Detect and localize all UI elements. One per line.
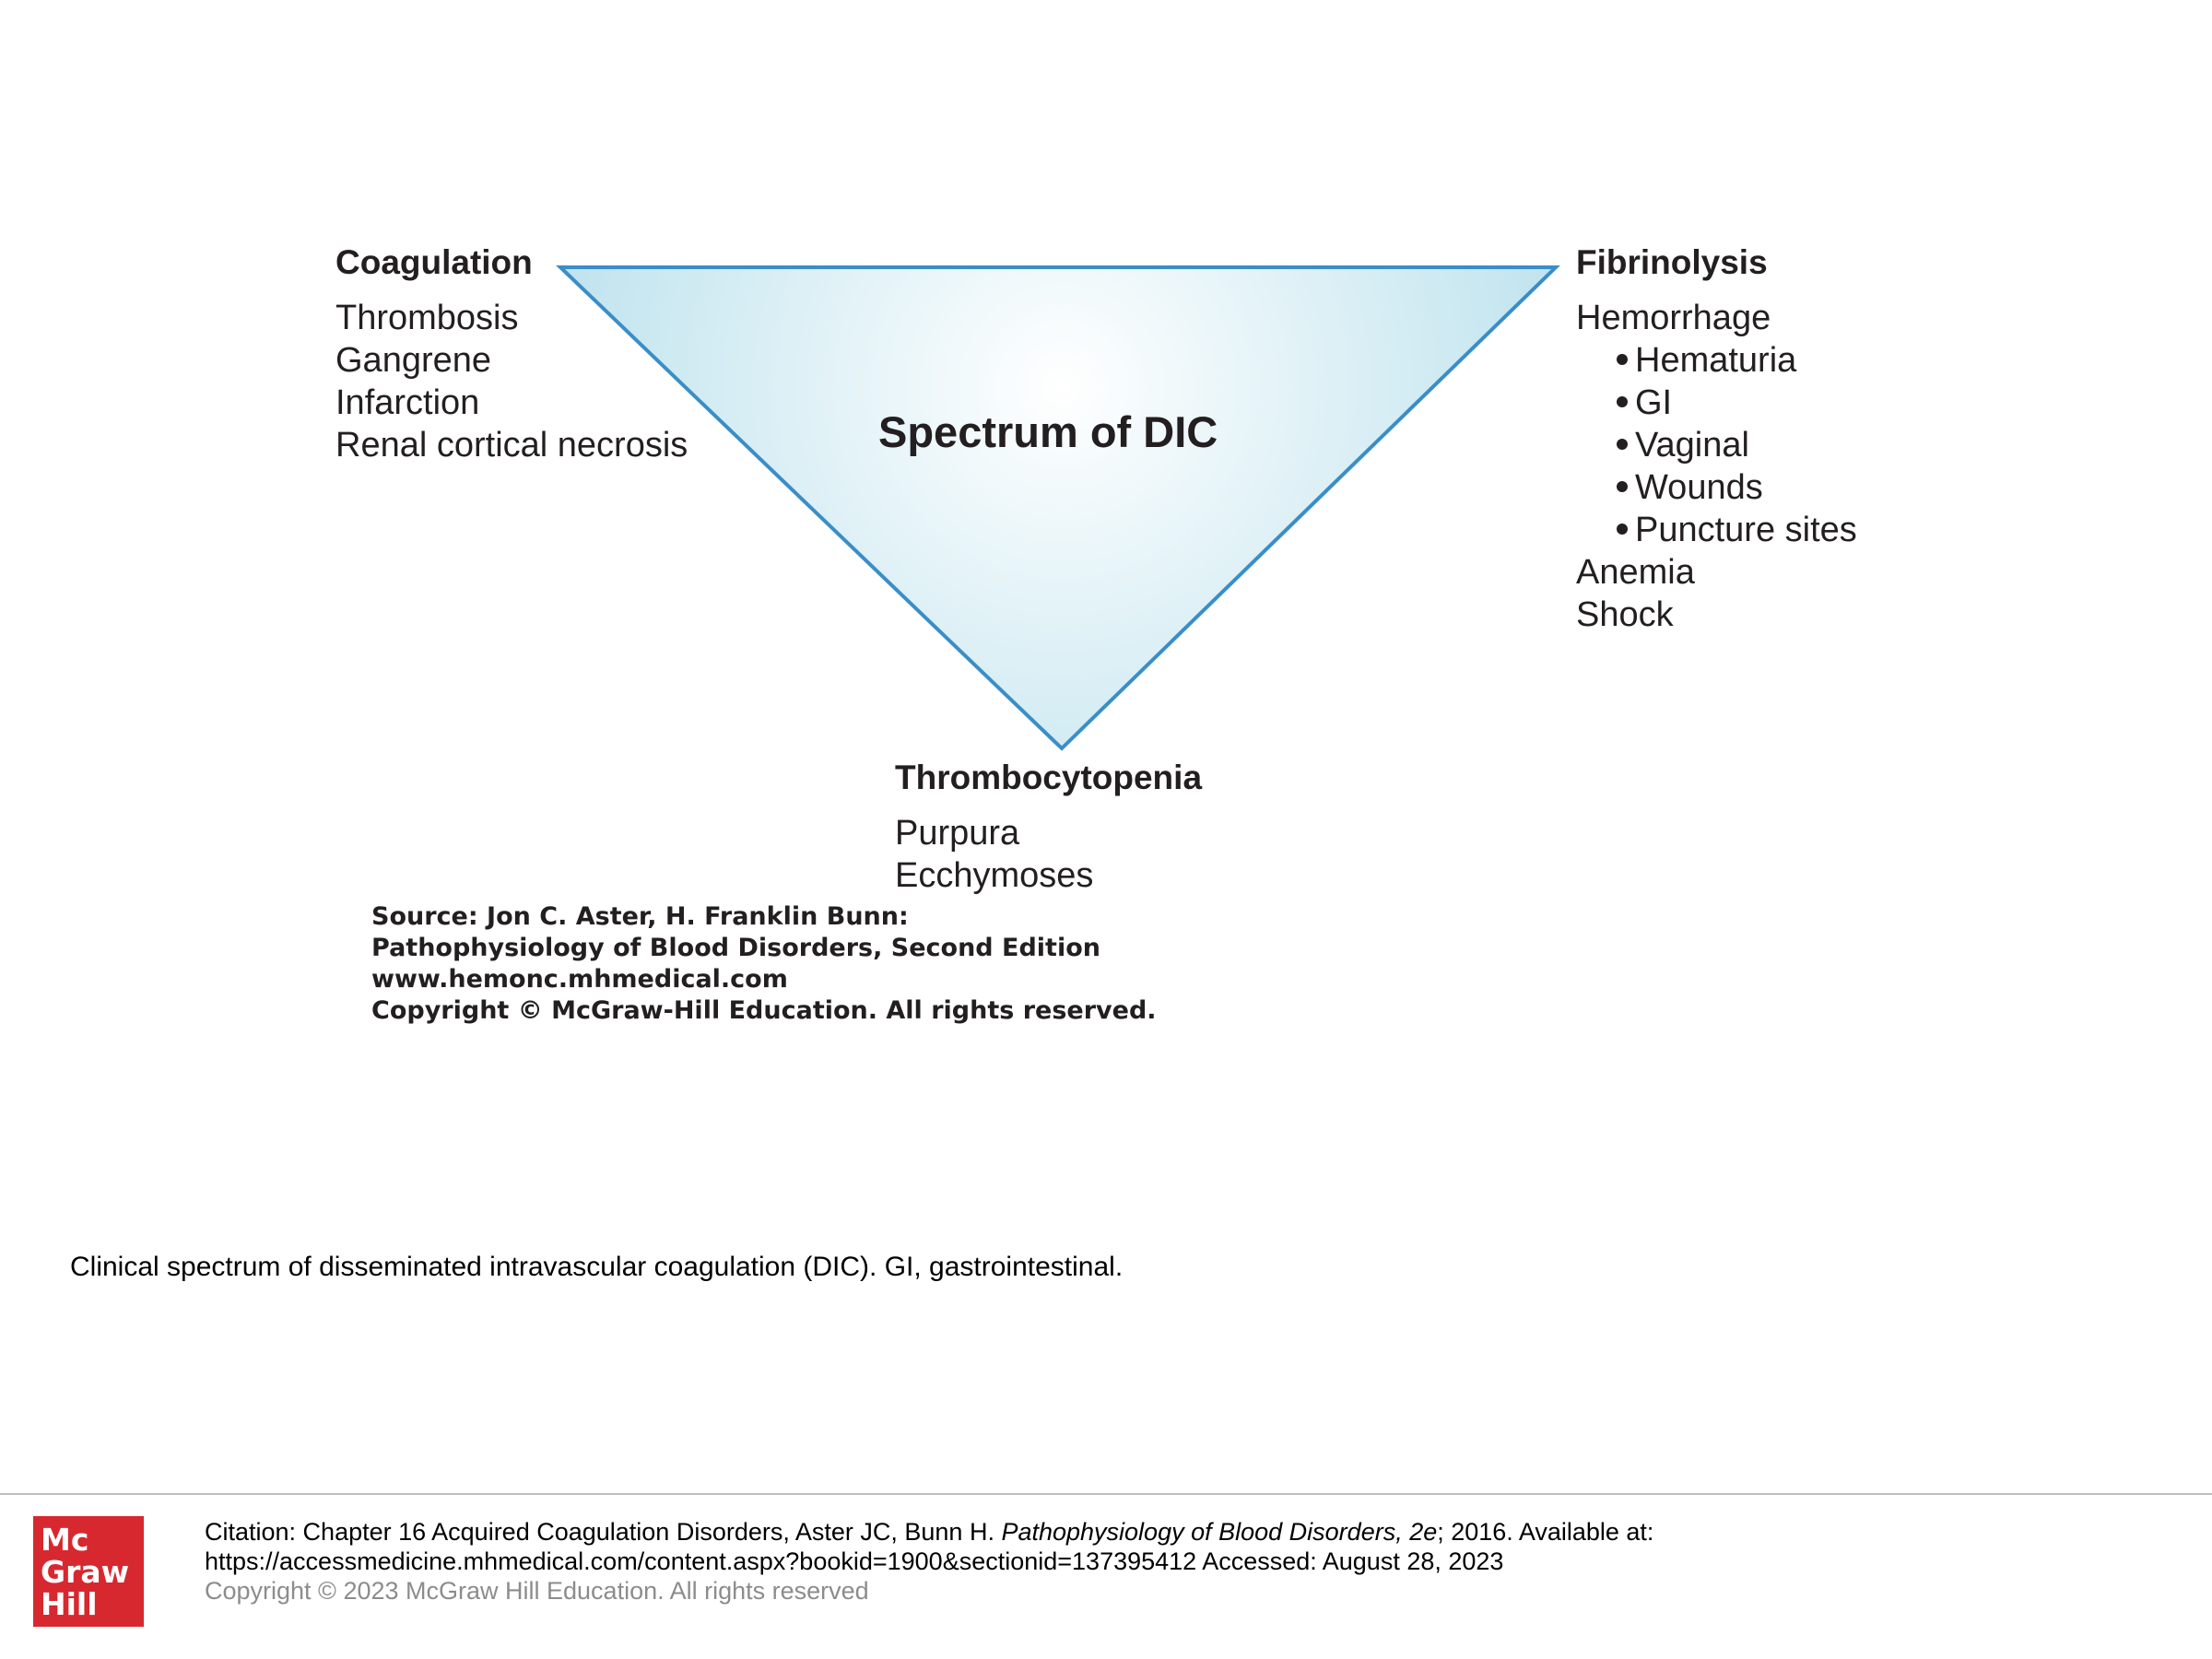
fibrinolysis-heading: Fibrinolysis — [1576, 243, 1768, 281]
bullet-item: Puncture sites — [1617, 509, 1857, 551]
list-item: Thrombosis — [335, 299, 519, 337]
list-item: Purpura — [895, 814, 1020, 853]
citation-line: Citation: Chapter 16 Acquired Coagulation Disorders, Aster JC, Bunn H. Pathophysiology of Blood Disorders, 2e; 2016. Available at: — [205, 1518, 1654, 1546]
citation-url[interactable]: https://accessmedicine.mhmedical.com/content.aspx?bookid=1900&sectionid=137395412 Accessed: August 28, 2023 — [205, 1547, 1504, 1575]
list-item: Ecchymoses — [895, 856, 1094, 895]
bullet-icon — [1617, 396, 1628, 407]
source-attribution — [371, 901, 1157, 1027]
coagulation-heading: Coagulation — [335, 243, 533, 281]
bullet-item: Hematuria — [1617, 339, 1857, 382]
spectrum-triangle — [560, 267, 1556, 748]
source-line: www.hemonc.mhmedical.com — [371, 965, 788, 994]
figure-caption: Clinical spectrum of disseminated intravascular coagulation (DIC). GI, gastrointestinal. — [70, 1252, 1124, 1282]
bullet-item: Vaginal — [1617, 424, 1857, 466]
source-line: Source: Jon C. Aster, H. Franklin Bunn: — [371, 902, 909, 931]
bullet-icon — [1617, 481, 1628, 492]
thrombocytopenia-heading: Thrombocytopenia — [895, 759, 1203, 796]
fibrinolysis-list — [1576, 297, 1857, 636]
coagulation-list — [335, 297, 688, 466]
list-item: Infarction — [335, 383, 480, 422]
source-line: Pathophysiology of Blood Disorders, Second Edition — [371, 934, 1100, 962]
diagram-title: Spectrum of DIC — [878, 407, 1218, 456]
thrombocytopenia-list — [895, 812, 1093, 897]
mcgraw-hill-logo: Mc Graw Hill — [33, 1516, 144, 1627]
list-item: Anemia — [1576, 553, 1695, 592]
copyright-notice: Copyright © 2023 McGraw Hill Education. All rights reserved — [205, 1577, 869, 1605]
list-item: Renal cortical necrosis — [335, 426, 688, 465]
source-line: Copyright © McGraw-Hill Education. All rights reserved. — [371, 996, 1157, 1025]
citation-block — [205, 1517, 1653, 1606]
citation-book-title: Pathophysiology of Blood Disorders, 2e — [1001, 1518, 1438, 1546]
list-item: Hemorrhage — [1576, 299, 1771, 337]
bullet-item: GI — [1617, 382, 1857, 424]
hemorrhage-bullet-list — [1576, 339, 1857, 551]
list-item: Shock — [1576, 595, 1674, 634]
footer-divider — [0, 1493, 2212, 1495]
list-item: Gangrene — [335, 341, 492, 380]
bullet-icon — [1617, 439, 1628, 450]
bullet-icon — [1617, 524, 1628, 535]
bullet-item: Wounds — [1617, 466, 1857, 509]
bullet-icon — [1617, 354, 1628, 365]
